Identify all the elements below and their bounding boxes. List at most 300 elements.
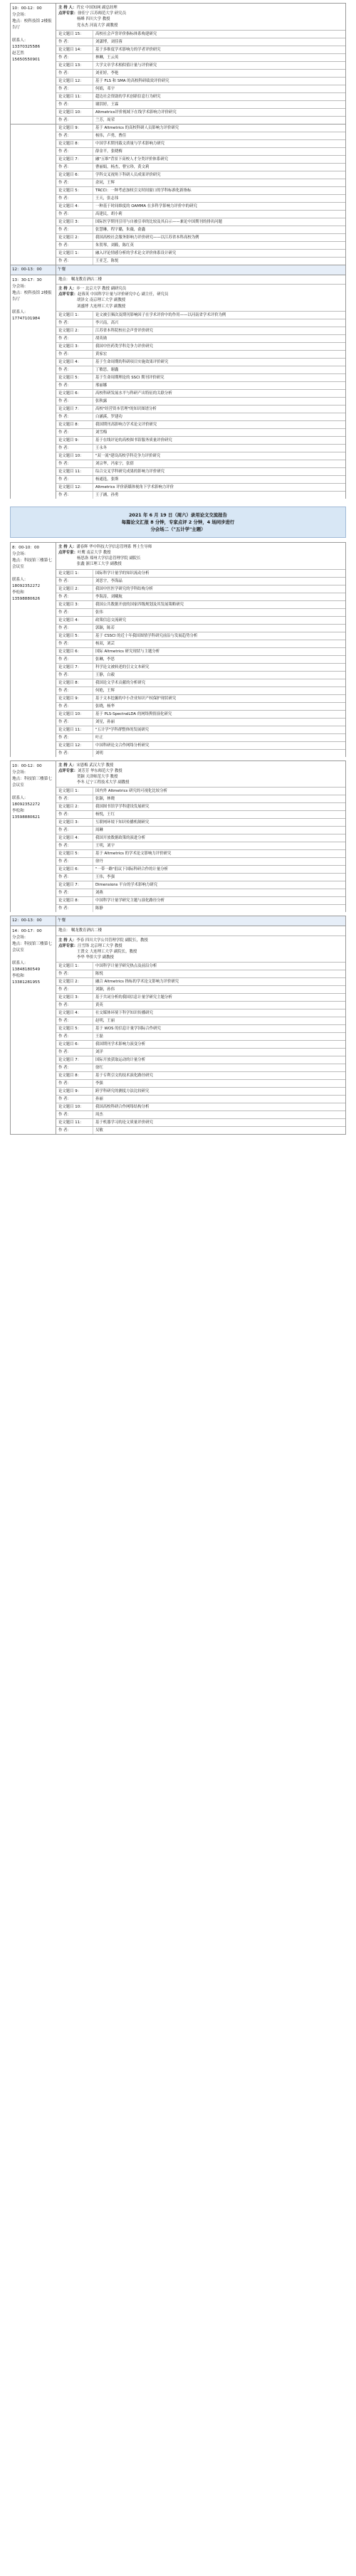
paper-author: 王明，刘宇 <box>95 844 115 849</box>
paper-author: 王子涵，孙勇 <box>95 492 119 497</box>
paper-title-row <box>56 788 345 795</box>
paper-author: 李兴南，高兴 <box>95 320 119 325</box>
paper-title: 基于生命周期的科研项目实施效果评价研究 <box>95 359 169 364</box>
program-page <box>0 0 356 1135</box>
paper-author: 白涵溪，罗建功 <box>95 414 122 419</box>
paper-author-row <box>56 226 345 234</box>
paper-author-row <box>56 460 345 468</box>
session-content <box>56 124 345 265</box>
paper-number: 论文题目 3： <box>56 994 93 1001</box>
paper-title-row <box>56 468 345 476</box>
paper-title-row <box>56 421 345 429</box>
paper-author: 丁敏思，谢鑫 <box>95 367 119 372</box>
expert-line <box>58 550 343 556</box>
author-label: 作 者： <box>56 703 93 710</box>
paper-number: 论文题目 9： <box>56 1088 93 1095</box>
author-label: 作 者： <box>56 640 93 647</box>
paper-author-row <box>56 609 345 617</box>
paper-number: 论文题目 4： <box>56 359 93 366</box>
paper-title-row <box>56 390 345 398</box>
paper-author: 李海涛，刘曦航 <box>95 594 122 599</box>
spacer <box>0 499 356 502</box>
paper-title: 国际科学计量学的知识流动分析 <box>95 571 150 576</box>
paper-number: 论文题目 11： <box>56 1119 93 1126</box>
paper-title-row <box>56 881 345 889</box>
author-label: 作 者： <box>56 874 93 881</box>
author-label: 作 者： <box>56 1111 93 1118</box>
paper-number: 论文题目 7： <box>56 406 93 413</box>
paper-author-row <box>56 101 345 109</box>
expert-line <box>58 561 343 567</box>
paper-number: 论文题目 13： <box>56 62 93 69</box>
paper-author-row <box>56 986 345 994</box>
paper-title: Altmetrics评价视域下在线学术影响力评价研究 <box>95 110 177 115</box>
paper-author-row <box>56 1111 345 1119</box>
paper-author-row <box>56 319 345 327</box>
paper-title: Altmetrics 评价新媒体视角下学术影响力评价 <box>95 484 174 489</box>
expert-line <box>58 304 343 309</box>
paper-author-row <box>56 1127 345 1134</box>
session-content <box>56 275 345 499</box>
paper-author: 王静，白毅 <box>95 672 115 677</box>
paper-title: 我国期刊高影响力学术论文评价研究 <box>95 422 157 427</box>
paper-author-row <box>56 874 345 881</box>
paper-author-row <box>56 242 345 250</box>
expert-name: 叶鹰 南京大学 教授 <box>77 551 111 556</box>
session-time-location: 10：00-12：00 分会场： 地点：校科技馆 2楼报告厅 联系人： 13370325586 赵艺然 15650550901 <box>11 4 56 124</box>
paper-author: 张晓，杨华 <box>95 704 115 709</box>
author-label: 作 者： <box>56 195 93 202</box>
author-label: 作 者： <box>56 687 93 694</box>
paper-author: 谢洪婷，王霖 <box>95 102 119 107</box>
paper-author-row <box>56 164 345 171</box>
lunch-row <box>10 916 346 926</box>
host-name: 肖宏 中国知网 副总经理 <box>76 6 117 10</box>
paper-author-row <box>56 640 345 648</box>
paper-title-row <box>56 62 345 70</box>
session-time-location: 14：00-17：00 分会场： 地点：科技馆三楼第七会议室 联系人： 13848180549 李松和 13381281955 <box>11 926 56 1134</box>
paper-number: 论文题目 15： <box>56 31 93 38</box>
paper-number: 论文题目 12： <box>56 484 93 491</box>
author-label: 作 者： <box>56 625 93 632</box>
session-time-location: 8：00-10：00 分会场： 地点：科技馆三楼第七会议室 联系人： 18092352272 李松和 13598880626 <box>11 543 56 757</box>
paper-author-row <box>56 476 345 484</box>
session-block <box>10 926 346 1135</box>
paper-title: 一种基于时间维度的 OAMMA 在多科学影响力评价中的研究 <box>95 203 197 208</box>
paper-author-row <box>56 211 345 218</box>
host-label: 主 持 人： <box>58 544 77 549</box>
paper-number: 论文题目 14： <box>56 46 93 53</box>
author-label: 作 者： <box>56 179 93 186</box>
paper-title-row <box>56 1103 345 1111</box>
author-label: 作 者： <box>56 905 93 912</box>
paper-title: Dimensions 平台的学术影响力研究 <box>95 883 158 888</box>
paper-author-row <box>56 1080 345 1088</box>
paper-number: 论文题目 9： <box>56 695 93 702</box>
expert-name: 李冬 辽宁工程技术大学 副教授 <box>77 780 130 785</box>
paper-title-row <box>56 617 345 625</box>
paper-title: 我国期刊学术影响力演变分析 <box>95 1042 146 1047</box>
author-label: 作 者： <box>56 70 93 77</box>
paper-number: 论文题目 5： <box>56 632 93 640</box>
paper-author: 杨通选，张斯 <box>95 477 119 482</box>
session-host <box>56 543 345 570</box>
expert-name: 徐佳宁 江苏师范大学 研究员 <box>77 11 127 16</box>
paper-author-row <box>56 905 345 912</box>
author-label: 作 者： <box>56 335 93 342</box>
paper-title-row <box>56 711 345 719</box>
paper-title: 中国科学计量学研究主题与演化路径分析 <box>95 899 165 903</box>
author-label: 作 者： <box>56 101 93 108</box>
paper-author: 张琳，李思 <box>95 657 115 662</box>
paper-number: 论文题目 2： <box>56 327 93 334</box>
paper-author: 周杰 <box>95 1113 103 1118</box>
paper-title: 大学文章学术相似值计量与评价研究 <box>95 63 157 68</box>
paper-author: 兰芳，周荣 <box>95 117 115 122</box>
paper-title-row <box>56 632 345 640</box>
author-label: 作 者： <box>56 1080 93 1087</box>
paper-title-row <box>56 994 345 1002</box>
paper-title-row <box>56 850 345 858</box>
paper-title-row <box>56 819 345 827</box>
paper-title: 跨学科研究的测度方法比较研究 <box>95 1089 150 1094</box>
paper-number: 论文题目 12： <box>56 742 93 749</box>
paper-author-row <box>56 413 345 421</box>
paper-title: 我国公共数据开放的国家四级规划及其发展策略研究 <box>95 602 184 607</box>
paper-author: 徐丹 <box>95 859 103 864</box>
paper-number: 论文题目 10： <box>56 452 93 460</box>
author-label: 作 者： <box>56 750 93 757</box>
expert-line <box>58 23 343 28</box>
paper-author: 高建民，胡小莉 <box>95 211 122 216</box>
paper-author: 李强 <box>95 1081 103 1086</box>
paper-number: 论文题目 1： <box>56 570 93 577</box>
paper-title-row <box>56 726 345 734</box>
paper-title: 学科交叉视角下科研人员成果评价研究 <box>95 172 161 177</box>
paper-author: 邢丽娜 <box>95 383 108 388</box>
paper-title: "五计学"学科群整体的发展研究 <box>95 727 150 732</box>
paper-title: 超边社会资助的学术创新信息行为研究 <box>95 94 161 99</box>
paper-title: 国际医学期刊引用与自被引率的比较及其启示——兼论中国期刊的排名问题 <box>95 219 222 224</box>
paper-author: 刘星，孙丽 <box>95 719 115 724</box>
author-label: 作 者： <box>56 672 93 679</box>
paper-author: 杨悦，王红 <box>95 812 115 817</box>
paper-title-row <box>56 359 345 366</box>
paper-title-row <box>56 250 345 258</box>
expert-label: 点评专家： <box>58 551 78 556</box>
session-time-location: 13：30-17：30 分会场： 地点：校科技馆 2楼报告厅 联系人： 17747101984 <box>11 275 56 499</box>
paper-title: 高校"经营资本管理"的知识图谱分析 <box>95 406 157 411</box>
paper-author: 赵明，王丽 <box>95 1019 115 1024</box>
paper-author-row <box>56 70 345 78</box>
paper-number: 论文题目 11： <box>56 468 93 475</box>
paper-title: 基于文本挖掘的中小企业知识产权保护现状研究 <box>95 696 177 701</box>
expert-name: 李华 华侨大学 副教授 <box>77 955 114 960</box>
paper-title-row <box>56 312 345 319</box>
paper-author: 林琳，王云英 <box>95 55 119 60</box>
paper-title: 政策信息交流研究 <box>95 618 127 622</box>
author-label: 作 者： <box>56 1096 93 1103</box>
paper-title: 基于 Altmetrics 的高校科研人员影响力评价研究 <box>95 125 179 130</box>
paper-number: 论文题目 3： <box>56 819 93 826</box>
paper-number: 论文题目 4： <box>56 203 93 210</box>
author-label: 作 者： <box>56 609 93 616</box>
lunch-row <box>10 265 346 275</box>
author-label: 作 者： <box>56 242 93 249</box>
expert-name: 王贤文 大连理工大学 副院长，教授 <box>77 950 137 955</box>
paper-title: 我国中医医学研究的学科结构分析 <box>95 586 153 591</box>
session-block <box>10 3 346 124</box>
host-name: 潘春辉 华中科技大学信息管理系 博士生导师 <box>76 544 152 549</box>
author-label: 作 者： <box>56 429 93 436</box>
paper-author-row <box>56 179 345 187</box>
paper-author: 杨伟，卢勇，曹佳 <box>95 133 127 138</box>
author-label: 作 者： <box>56 811 93 818</box>
paper-author-row <box>56 672 345 679</box>
banner-line3: 分会场二（"五计学"主题） <box>150 526 206 532</box>
expert-line <box>58 955 343 960</box>
expert-name: 赵蓉英 中国科学计量与评价研究中心 副主任，研究员 <box>77 292 169 297</box>
paper-author: 陈悦 <box>95 972 103 977</box>
paper-author-row <box>56 492 345 499</box>
paper-title-row <box>56 803 345 811</box>
paper-title-row <box>56 171 345 179</box>
paper-title: 高校科研发展水平与科研产出特征的关联分析 <box>95 391 172 396</box>
paper-title: 江苏省本科院校社会声誉评价研究 <box>95 328 153 333</box>
paper-author: 何艳，王辉 <box>95 688 115 693</box>
author-label: 作 者： <box>56 211 93 218</box>
paper-number: 论文题目 1： <box>56 788 93 795</box>
paper-author: 王天，张志伟 <box>95 196 119 201</box>
author-label: 作 者： <box>56 970 93 977</box>
paper-author-row <box>56 258 345 265</box>
paper-title-row <box>56 834 345 842</box>
author-label: 作 者： <box>56 319 93 327</box>
expert-name: 杨思洛 郑州大学信息管理学院 副院长 <box>77 556 141 561</box>
paper-number: 论文题目 3： <box>56 343 93 350</box>
paper-title: 融合 Altmetrics 指标的学术论文影响力评价研究 <box>95 980 179 985</box>
paper-title-row <box>56 695 345 703</box>
paper-author: 王亚芝，陈悦 <box>95 258 119 263</box>
paper-number: 论文题目 1： <box>56 250 93 257</box>
paper-number: 论文题目 11： <box>56 726 93 733</box>
author-label: 作 者： <box>56 366 93 373</box>
paper-author-row <box>56 132 345 140</box>
expert-line <box>58 11 343 16</box>
paper-author-row <box>56 1017 345 1025</box>
lunch-label: 午餐 <box>58 918 66 923</box>
paper-author-row <box>56 398 345 406</box>
paper-author: 薛金平，张晓梅 <box>95 149 122 154</box>
author-label: 作 者： <box>56 492 93 499</box>
author-label: 作 者： <box>56 38 93 46</box>
expert-line <box>58 297 343 303</box>
paper-title-row <box>56 437 345 445</box>
paper-title: 基于 Altmetrics 的学术论文影响力评价研究 <box>95 852 172 857</box>
author-label: 作 者： <box>56 398 93 405</box>
paper-author: 陈静 <box>95 906 103 911</box>
paper-author-row <box>56 1096 345 1103</box>
paper-author: 刘亚婷，李艳 <box>95 70 119 75</box>
author-label: 作 者： <box>56 1033 93 1040</box>
paper-title: 社交媒体环境下科学知识传播研究 <box>95 1011 153 1016</box>
author-label: 作 者： <box>56 445 93 452</box>
paper-title-row <box>56 140 345 148</box>
paper-author: 吴敏 <box>95 1128 103 1133</box>
session-time-location <box>11 124 56 265</box>
paper-author-row <box>56 1049 345 1056</box>
paper-number: 论文题目 5： <box>56 374 93 381</box>
author-label: 作 者： <box>56 795 93 802</box>
paper-title-row <box>56 156 345 164</box>
paper-title-row <box>56 374 345 382</box>
author-label: 作 者： <box>56 827 93 834</box>
paper-author: 黄英 <box>95 1003 103 1008</box>
paper-number: 论文题目 5： <box>56 187 93 194</box>
author-label: 作 者： <box>56 164 93 171</box>
paper-number: 论文题目 4： <box>56 1009 93 1017</box>
author-label: 作 者： <box>56 382 93 389</box>
author-label: 作 者： <box>56 117 93 124</box>
banner-line1: 2021 年 6 月 19 日（周六）录用论文交流报告 <box>128 512 228 518</box>
expert-name: 胡泽文 南京理工大学 副教授 <box>77 298 126 303</box>
paper-title-row <box>56 585 345 593</box>
paper-author: 曹丽娟，杨杰，曹宝珍，黄文莉 <box>95 164 150 169</box>
paper-title-row <box>56 218 345 226</box>
paper-author-row <box>56 85 345 93</box>
paper-author: 郭颖，陈若 <box>95 625 115 630</box>
paper-title-row <box>56 31 345 38</box>
paper-author: 刘洋 <box>95 1050 103 1055</box>
paper-title-row <box>56 570 345 578</box>
paper-title-row <box>56 187 345 195</box>
paper-title-row <box>56 742 345 750</box>
paper-author-row <box>56 335 345 343</box>
paper-author-row <box>56 54 345 62</box>
paper-title: 融"五维"背景下高校人才分类评价体系研究 <box>95 157 168 161</box>
session-host <box>56 285 345 312</box>
expert-name: 汪雪锋 北京理工大学 教授 <box>77 943 122 948</box>
lunch-time: 12：00-13：00 <box>11 265 56 275</box>
author-label: 作 者： <box>56 460 93 467</box>
lunch-label: 午餐 <box>58 267 66 272</box>
paper-title-row <box>56 109 345 117</box>
paper-title-row <box>56 679 345 687</box>
lunch-time: 12：00-13：00 <box>11 916 56 926</box>
paper-author: 张秋露 <box>95 398 108 403</box>
paper-author: 王永冬 <box>95 445 108 450</box>
paper-number: 论文题目 7： <box>56 156 93 163</box>
paper-author-row <box>56 382 345 390</box>
paper-title-row <box>56 866 345 874</box>
host-name: 步一 北京大学 教授 副研究员 <box>76 287 127 292</box>
expert-name: 张鑫 浙江理工大学 副教授 <box>77 562 122 567</box>
expert-line <box>58 943 343 949</box>
host-name: 李春 四川大学公共管理学院 副院长，教授 <box>76 938 148 943</box>
paper-title-row <box>56 484 345 492</box>
author-label: 作 者： <box>56 1064 93 1071</box>
paper-number: 论文题目 6： <box>56 1041 93 1048</box>
paper-title: 我国高校社会服务影响力评价研究——以江苏省本科高校为例 <box>95 235 199 240</box>
expert-name: 刘芳芳 华东师范大学 教授 <box>77 768 122 773</box>
author-label: 作 者： <box>56 258 93 265</box>
paper-author-row <box>56 795 345 803</box>
paper-author-row <box>56 719 345 726</box>
author-label: 作 者： <box>56 413 93 420</box>
paper-author-row <box>56 687 345 695</box>
paper-author: 张慧琳，程宇璐，朱薇，俞鑫 <box>95 227 146 232</box>
session-location-line: 地点： 嘱龙教育酒店二楼 <box>56 275 345 285</box>
author-label: 作 者： <box>56 476 93 483</box>
paper-number: 论文题目 7： <box>56 664 93 671</box>
paper-author-row <box>56 889 345 897</box>
paper-title-row <box>56 93 345 101</box>
expert-name: 杨峰 四川大学 教授 <box>77 17 110 22</box>
paper-author-row <box>56 148 345 156</box>
author-label: 作 者： <box>56 1049 93 1056</box>
paper-author: 王磊 <box>95 1034 103 1039</box>
session-block <box>10 275 346 499</box>
paper-number: 论文题目 6： <box>56 648 93 655</box>
paper-author: 刘雪梅 <box>95 430 108 435</box>
paper-number: 论文题目 8： <box>56 140 93 147</box>
paper-number: 论文题目 3： <box>56 218 93 226</box>
paper-title-row <box>56 978 345 986</box>
paper-title: 基于专利引文的技术演化路径研究 <box>95 1074 153 1078</box>
paper-title: 中国科研论文合作网络分析研究 <box>95 743 150 748</box>
session-host <box>56 761 345 788</box>
day-banner <box>10 507 346 538</box>
paper-number: 论文题目 10： <box>56 1103 93 1111</box>
paper-author: 刘明 <box>95 751 103 756</box>
paper-author: 黄家宏 <box>95 351 108 356</box>
paper-title: TRCCI：一种考虑加权引文时间窗口的学科标准化新指标 <box>95 188 192 193</box>
paper-title: 基于 WOS 的信息计量学国际合作研究 <box>95 1027 161 1032</box>
paper-author-row <box>56 195 345 203</box>
paper-title: 综合交叉学科研究成果的影响力评价研究 <box>95 469 165 474</box>
author-label: 作 者： <box>56 1002 93 1009</box>
author-label: 作 者： <box>56 734 93 741</box>
expert-label: 点评专家： <box>58 768 78 773</box>
paper-title: 基于多维度学术影响力的学者评价研究 <box>95 47 161 52</box>
paper-number: 论文题目 9： <box>56 437 93 444</box>
paper-number: 论文题目 8： <box>56 897 93 904</box>
paper-number: 论文题目 9： <box>56 124 93 132</box>
paper-author-row <box>56 593 345 601</box>
expert-name: 刘盛博 大连理工大学 副教授 <box>77 304 126 309</box>
paper-title: 我国开放数据政策的演进分析 <box>95 836 146 841</box>
host-name: 宋恩梅 武汉大学 教授 <box>76 763 114 768</box>
paper-title: 基于 FLS 和 SMA 的高校科研绩效评价研究 <box>95 78 169 83</box>
expert-name: 贺颖 天津师范大学 教授 <box>77 775 118 780</box>
session-block <box>10 542 346 757</box>
paper-author-row <box>56 858 345 866</box>
paper-author-row <box>56 827 345 834</box>
paper-title: 我国中医药类学科竞争力评价研究 <box>95 344 153 349</box>
author-label: 作 者： <box>56 719 93 726</box>
paper-author-row <box>56 734 345 742</box>
paper-author: 刘宗华，冯家宁，张倩 <box>95 461 134 466</box>
paper-author-row <box>56 1033 345 1041</box>
session-content <box>56 4 345 124</box>
paper-author-row <box>56 625 345 632</box>
paper-title-row <box>56 1009 345 1017</box>
paper-author-row <box>56 1064 345 1072</box>
author-label: 作 者： <box>56 656 93 663</box>
paper-number: 论文题目 10： <box>56 711 93 718</box>
paper-number: 论文题目 11： <box>56 93 93 100</box>
paper-author-row <box>56 703 345 711</box>
